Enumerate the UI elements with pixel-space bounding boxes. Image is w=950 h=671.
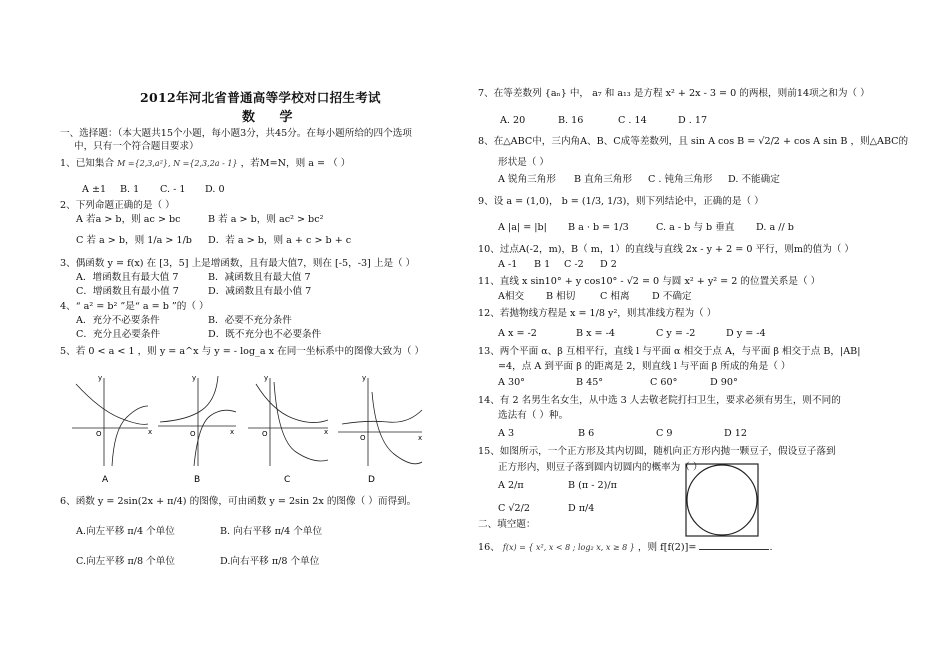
q8-option-c: C . 钝角三角形 (648, 174, 713, 185)
q7-stem: 7、在等差数列 {aₙ} 中， a₇ 和 a₁₃ 是方程 x² + 2x - 3 = 0 的两根，则前14项之和为（ ） (478, 88, 870, 99)
svg-text:x: x (230, 428, 235, 436)
q9-option-c: C. a - b 与 b 垂直 (656, 222, 735, 233)
q2-option-d: D．若 a > b，则 a + c > b + c (208, 235, 352, 246)
svg-text:y: y (98, 374, 103, 382)
svg-text:y: y (192, 374, 197, 382)
q2-option-b: B 若 a > b，则 ac² > bc² (208, 214, 324, 225)
q15-option-c: C √2/2 (498, 503, 530, 514)
q12-option-b: B x = -4 (576, 328, 615, 339)
q13-stem-cont: =4，点 A 到平面 β 的距离是 2，则直线 l 与平面 β 所成的角是（ ） (498, 361, 791, 372)
section1-heading-cont: 中，只有一个符合题目要求） (74, 141, 199, 152)
q11-option-c: C 相离 (600, 291, 630, 302)
q8-stem-cont: 形状是（ ） (498, 157, 550, 168)
q14-option-c: C 9 (656, 428, 673, 439)
q9-option-a: A |a| = |b| (498, 222, 547, 233)
q1-option-c: C. - 1 (160, 184, 186, 195)
q13-stem: 13、两个平面 α、β 互相平行，直线 l 与平面 α 相交于点 A，与平面 β 相交于点 B，|AB| (478, 346, 861, 357)
svg-text:B: B (194, 475, 201, 485)
svg-text:x: x (324, 428, 329, 436)
q2-option-c: C 若 a > b，则 1/a > 1/b (76, 235, 192, 246)
q16-stem: 16、 f(x) = { x², x < 8 ; log₂ x, x ≥ 8 } ，则 f[f(2)]= . (478, 542, 773, 553)
svg-text:O: O (190, 430, 196, 438)
q10-option-c: C -2 (564, 259, 584, 270)
q13-option-b: B 45° (576, 377, 604, 388)
svg-text:O: O (262, 430, 268, 438)
q3-stem: 3、偶函数 y = f(x) 在 [3，5] 上是增函数，且有最大值7，则在 [-5，-3] 上是（ ） (60, 258, 416, 269)
q9-option-d: D. a // b (756, 222, 794, 233)
q10-option-b: B 1 (534, 259, 551, 270)
q6-stem: 6、函数 y = 2sin(2x + π/4) 的图像，可由函数 y = 2sin 2x 的图像（ ）而得到。 (60, 496, 417, 507)
section2-heading: 二、填空题： (478, 519, 536, 530)
q9-stem: 9、设 a = (1,0)， b = (1/3, 1/3)，则下列结论中，正确的是（ ） (478, 196, 764, 207)
q12-option-a: A x = -2 (498, 328, 537, 339)
q4-stem: 4、“ a² = b² ”是“ a = b ”的（ ） (60, 301, 209, 312)
q2-stem: 2、下列命题正确的是（ ） (60, 200, 175, 211)
q4-option-c: C．充分且必要条件 (76, 329, 161, 340)
q7-option-b: B. 16 (558, 115, 584, 126)
q11-option-d: D 不确定 (652, 291, 692, 302)
svg-text:O: O (96, 430, 102, 438)
q10-option-d: D 2 (600, 259, 617, 270)
exam-subject: 数 学 (242, 110, 303, 125)
svg-text:D: D (368, 475, 375, 485)
q8-stem: 8、在△ABC中，三内角A、B、C成等差数列，且 sin A cos B = √2/2 + cos A sin B ，则△ABC的 (478, 136, 909, 147)
svg-text:x: x (418, 434, 423, 442)
q8-option-d: D. 不能确定 (728, 174, 780, 185)
q4-option-a: A．充分不必要条件 (76, 315, 160, 326)
q8-option-a: A 锐角三角形 (498, 174, 556, 185)
q5-graph-a (72, 374, 152, 485)
exam-title: 2012年河北省普通高等学校对口招生考试 (140, 90, 381, 105)
q12-option-d: D y = -4 (726, 328, 766, 339)
svg-text:x: x (148, 428, 153, 436)
section1-heading: 一、选择题：（本大题共15个小题，每小题3分，共45分。在每小题所给的四个选项 (60, 128, 412, 139)
q6-option-d: D.向右平移 π/8 个单位 (220, 556, 320, 567)
q6-option-a: A.向左平移 π/4 个单位 (76, 526, 175, 537)
q10-stem: 10、过点A(-2，m)，B（ m，1）的直线与直线 2x - y + 2 = 0 平行，则m的值为（ ） (478, 244, 855, 255)
q3-option-a: A．增函数且有最大值 7 (76, 272, 179, 283)
q10-option-a: A -1 (498, 259, 518, 270)
q5-graph-b (158, 374, 236, 485)
q15-option-a: A 2/π (498, 480, 524, 491)
q1-option-a: A ±1 (82, 184, 107, 195)
q1-expression: M ={2,3,a²}, N ={2,3,2a - 1} (117, 159, 238, 168)
q7-option-d: D . 17 (678, 115, 708, 126)
q14-stem: 14、有 2 名男生名女生，从中选 3 人去敬老院打扫卫生，要求必须有男生，则不同的 (478, 395, 841, 406)
q8-option-b: B 直角三角形 (574, 174, 633, 185)
q15-square-circle-figure (684, 462, 762, 540)
q9-option-b: B a · b = 1/3 (568, 222, 629, 233)
q15-option-b: B (π - 2)/π (568, 480, 617, 491)
q11-option-b: B 相切 (546, 291, 576, 302)
q3-option-d: D．减函数且有最小值 7 (208, 286, 312, 297)
svg-text:y: y (264, 374, 269, 382)
q4-option-b: B．必要不充分条件 (208, 315, 292, 326)
svg-text:y: y (362, 374, 367, 382)
q5-graph-c (248, 374, 328, 485)
q4-option-d: D．既不充分也不必要条件 (208, 329, 322, 340)
q1-option-b: B. 1 (120, 184, 140, 195)
q11-stem: 11、直线 x sin10° + y cos10° - √2 = 0 与圆 x² + y² = 2 的位置关系是（ ） (478, 276, 821, 287)
q16-answer-blank (699, 540, 769, 550)
q16-piecewise-expression: f(x) = { x², x < 8 ; log₂ x, x ≥ 8 } (502, 543, 635, 552)
q7-option-c: C . 14 (618, 115, 647, 126)
q14-option-b: B 6 (578, 428, 595, 439)
q13-option-c: C 60° (650, 377, 678, 388)
q12-option-c: C y = -2 (656, 328, 696, 339)
q15-option-d: D π/4 (568, 503, 595, 514)
q1-option-d: D. 0 (205, 184, 225, 195)
q6-option-c: C.向左平移 π/8 个单位 (76, 556, 175, 567)
svg-text:A: A (102, 475, 109, 485)
q11-option-a: A相交 (498, 291, 525, 302)
q15-stem: 15、如图所示，一个正方形及其内切圆，随机向正方形内抛一颗豆子，假设豆子落到 (478, 446, 836, 457)
q15-stem-cont: 正方形内，则豆子落到圆内切圆内的概率为（ ） (498, 462, 703, 473)
q5-graph-d (338, 374, 422, 485)
q2-option-a: A 若a > b，则 ac > bc (76, 214, 181, 225)
svg-text:C: C (284, 475, 291, 485)
q3-option-c: C．增函数且有最小值 7 (76, 286, 179, 297)
q1-stem: 1、已知集合 M ={2,3,a²}, N ={2,3,2a - 1} ，若M=N，则 a = （ ） (60, 158, 351, 169)
q5-graphs (70, 370, 440, 485)
q13-option-d: D 90° (710, 377, 738, 388)
q14-option-d: D 12 (724, 428, 747, 439)
q7-option-a: A. 20 (500, 115, 526, 126)
q13-option-a: A 30° (498, 377, 525, 388)
q6-option-b: B. 向右平移 π/4 个单位 (220, 526, 323, 537)
q3-option-b: B．减函数且有最大值 7 (208, 272, 311, 283)
q14-option-a: A 3 (498, 428, 515, 439)
svg-text:O: O (360, 434, 366, 442)
q5-stem: 5、若 0 < a < 1 ，则 y = a^x 与 y = - log_a x 在同一坐标系中的图像大致为（ ） (60, 346, 425, 357)
q12-stem: 12、若抛物线方程是 x = 1/8 y²，则其准线方程为（ ） (478, 308, 717, 319)
q14-stem-cont: 选法有（ ）种。 (498, 410, 569, 421)
